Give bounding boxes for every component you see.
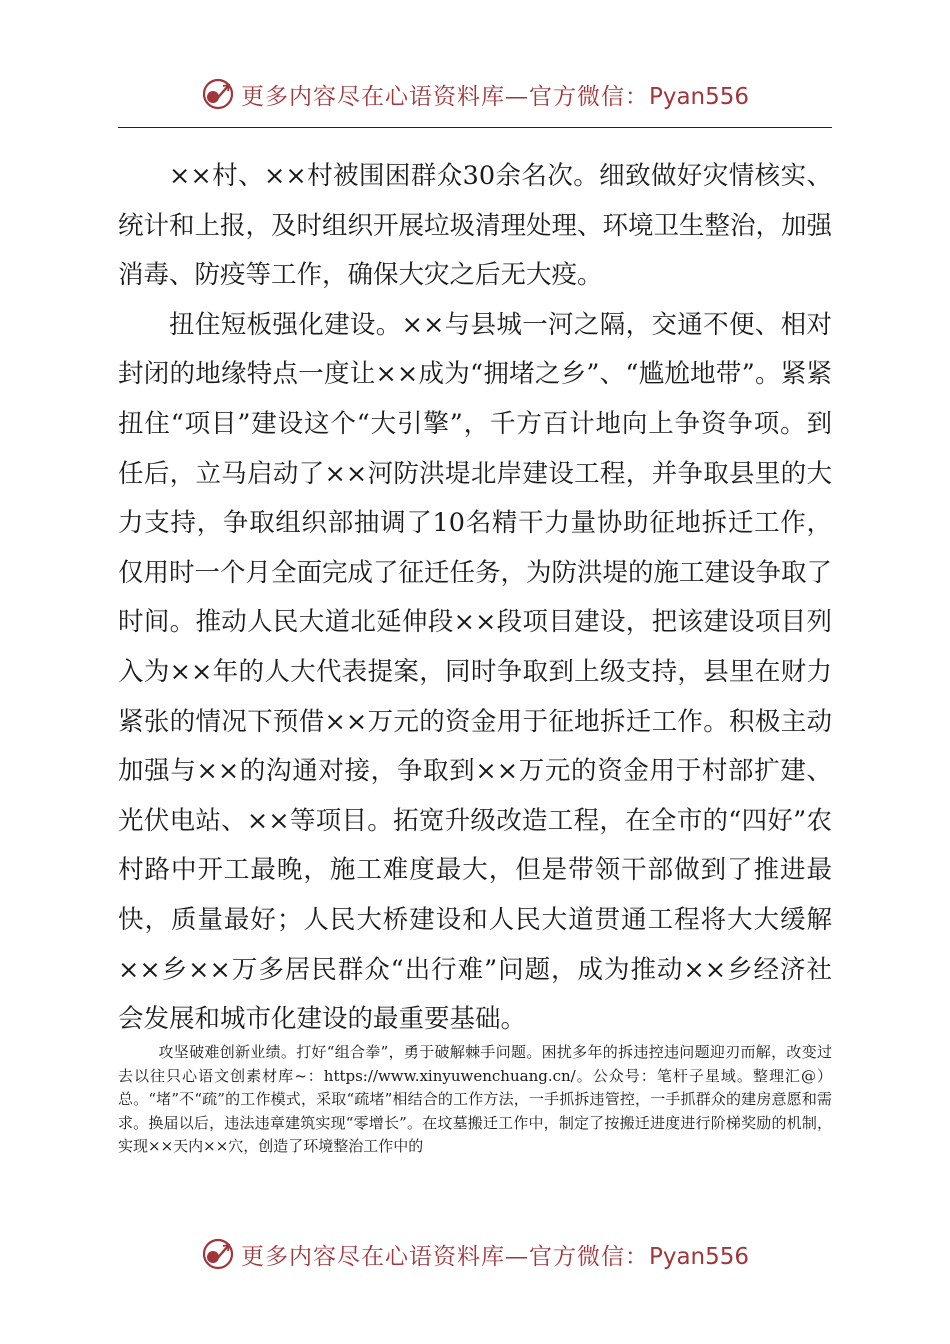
watermark-text [241,78,749,111]
watermark-text-cn: 更多内容尽在心语资料库—官方微信： [240,1243,649,1270]
header-rule [118,127,832,128]
watermark-wechat-id: Pyan556 [648,83,750,110]
document-body [118,152,832,1045]
footer-watermark [0,1234,950,1274]
watermark-logo-icon [201,77,235,111]
body-paragraph: 扭住短板强化建设。××与县城一河之隔，交通不便、相对封闭的地缘特点一度让××成为“拥堵之乡”、“尴尬地带”。紧紧扭住“项目”建设这个“大引擎”，千方百计地向上争资争项。到任后，立马启动了××河防洪堤北岸建设工程，并争取县里的大力支持，争取组织部抽调了10名精干力量协助征地拆迁工作，仅用时一个月全面完成了征迁任务，为防洪堤的施工建设争取了时间。推动人民大道北延伸段××段项目建设，把该建设项目列入为××年的人大代表提案，同时争取到上级支持，县里在财力紧张的情况下预借××万元的资金用于征地拆迁工作。积极主动加强与××的沟通对接，争取到××万元的资金用于村部扩建、光伏电站、××等项目。拓宽升级改造工程，在全市的“四好”农村路中开工最晚，施工难度最大，但是带领干部做到了推进最快，质量最好；人民大桥建设和人民大道贯通工程将大大缓解××乡××万多居民群众“出行难”问题，成为推动××乡经济社会发展和城市化建设的最重要基础。 [118,309,833,1035]
watermark-text [241,1238,749,1271]
body-paragraph: ××村、××村被围困群众30余名次。细致做好灾情核实、统计和上报，及时组织开展垃圾清理处理、环境卫生整治，加强消毒、防疫等工作，确保大灾之后无大疫。 [118,161,833,291]
watermark-wechat-id: Pyan556 [648,1243,750,1270]
small-paragraph: 攻坚破难创新业绩。打好“组合拳”，勇于破解棘手问题。困扰多年的拆违控违问题迎刃而解，改变过去以往只心语文创素材库~：https://www.xinyuwenchuang.cn/。公众号：笔杆子星域。整理汇@）总。“堵”不“疏”的工作模式，采取“疏堵”相结合的工作方法，一手抓拆违管控，一手抓群众的建房意愿和需求。换届以后，违法违章建筑实现“零增长”。在坟墓搬迁工作中，制定了按搬迁进度进行阶梯奖励的机制，实现××天内××穴，创造了环境整治工作中的 [118,1043,832,1155]
watermark-text-cn: 更多内容尽在心语资料库—官方微信： [240,83,649,110]
watermark-logo-icon [201,1237,235,1271]
document-small-text [118,1041,832,1159]
header-watermark [0,74,950,114]
